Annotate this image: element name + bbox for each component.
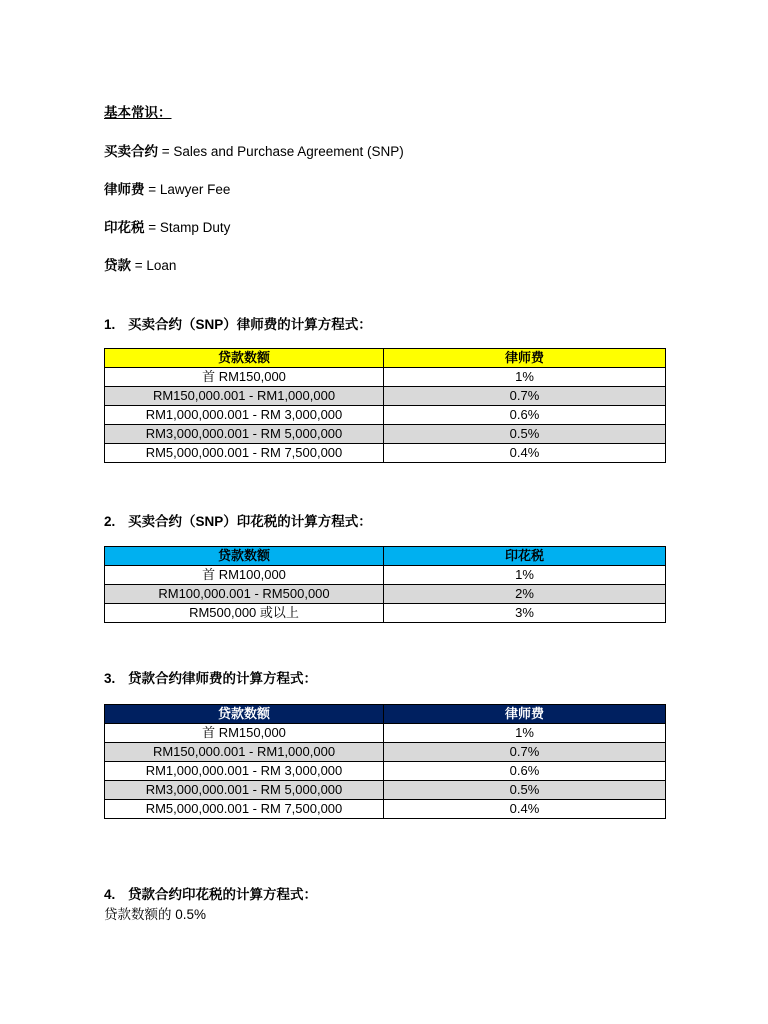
table-row [105, 387, 666, 406]
cell-amount: RM150,000.001 - RM1,000,000 [105, 743, 384, 762]
table-row [105, 724, 666, 743]
loan-stamp-duty-note: 贷款数额的 0.5% [104, 907, 207, 922]
table-header-row [105, 547, 666, 566]
cell-rate: 1% [384, 566, 666, 585]
cell-rate: 0.5% [384, 781, 666, 800]
col-header-amount: 贷款数额 [105, 547, 384, 566]
cell-amount: RM100,000.001 - RM500,000 [105, 585, 384, 604]
section-number: 2. [104, 514, 116, 529]
term-cn: 贷款 [104, 258, 131, 273]
section-title-text: 买卖合约（SNP）律师费的计算方程式： [128, 317, 372, 332]
term-lawyer-fee [104, 178, 230, 198]
cell-amount: RM3,000,000.001 - RM 5,000,000 [105, 781, 384, 800]
table-header-row [105, 705, 666, 724]
section-number: 3. [104, 671, 116, 686]
cell-amount: 首 RM100,000 [105, 566, 384, 585]
snp-stamp-duty-table [104, 546, 666, 623]
term-en: = Stamp Duty [144, 220, 231, 235]
cell-rate: 0.5% [384, 425, 666, 444]
section-1-title [104, 313, 372, 333]
section-title-text: 买卖合约（SNP）印花税的计算方程式： [128, 514, 372, 529]
table-row [105, 425, 666, 444]
term-cn: 律师费 [104, 182, 145, 197]
term-cn: 印花税 [104, 220, 145, 235]
cell-amount: RM5,000,000.001 - RM 7,500,000 [105, 444, 384, 463]
table-row [105, 781, 666, 800]
table-row [105, 762, 666, 781]
cell-amount: RM1,000,000.001 - RM 3,000,000 [105, 762, 384, 781]
cell-amount: 首 RM150,000 [105, 724, 384, 743]
term-en: = Sales and Purchase Agreement (SNP) [158, 144, 404, 159]
cell-amount: RM3,000,000.001 - RM 5,000,000 [105, 425, 384, 444]
col-header-rate: 律师费 [384, 349, 666, 368]
cell-amount: 首 RM150,000 [105, 368, 384, 387]
cell-rate: 0.4% [384, 800, 666, 819]
cell-rate: 3% [384, 604, 666, 623]
table-header-row [105, 349, 666, 368]
col-header-amount: 贷款数额 [105, 349, 384, 368]
term-en: = Loan [131, 258, 177, 273]
section-number: 4. [104, 887, 116, 902]
section-title-text: 贷款合约印花税的计算方程式： [128, 887, 317, 902]
table-row [105, 406, 666, 425]
col-header-rate: 印花税 [384, 547, 666, 566]
table-row [105, 604, 666, 623]
cell-rate: 0.6% [384, 406, 666, 425]
cell-amount: RM500,000 或以上 [105, 604, 384, 623]
table-row [105, 743, 666, 762]
section-4-title [104, 883, 317, 903]
section-number: 1. [104, 317, 116, 332]
section-2-title [104, 510, 372, 530]
col-header-rate: 律师费 [384, 705, 666, 724]
col-header-amount: 贷款数额 [105, 705, 384, 724]
term-en: = Lawyer Fee [144, 182, 231, 197]
section-3-title [104, 667, 317, 687]
cell-amount: RM150,000.001 - RM1,000,000 [105, 387, 384, 406]
cell-amount: RM1,000,000.001 - RM 3,000,000 [105, 406, 384, 425]
cell-rate: 0.4% [384, 444, 666, 463]
cell-rate: 0.6% [384, 762, 666, 781]
cell-rate: 1% [384, 724, 666, 743]
table-row [105, 585, 666, 604]
cell-amount: RM5,000,000.001 - RM 7,500,000 [105, 800, 384, 819]
table-row [105, 566, 666, 585]
table-row [105, 800, 666, 819]
section-title-text: 贷款合约律师费的计算方程式： [128, 671, 317, 686]
cell-rate: 1% [384, 368, 666, 387]
cell-rate: 0.7% [384, 743, 666, 762]
term-snp [104, 140, 404, 160]
table-row [105, 368, 666, 387]
term-loan [104, 254, 176, 274]
cell-rate: 2% [384, 585, 666, 604]
cell-rate: 0.7% [384, 387, 666, 406]
snp-lawyer-fee-table [104, 348, 666, 463]
basics-heading: 基本常识： [104, 105, 172, 120]
loan-lawyer-fee-table [104, 704, 666, 819]
table-row [105, 444, 666, 463]
term-cn: 买卖合约 [104, 144, 158, 159]
term-stamp-duty [104, 216, 230, 236]
